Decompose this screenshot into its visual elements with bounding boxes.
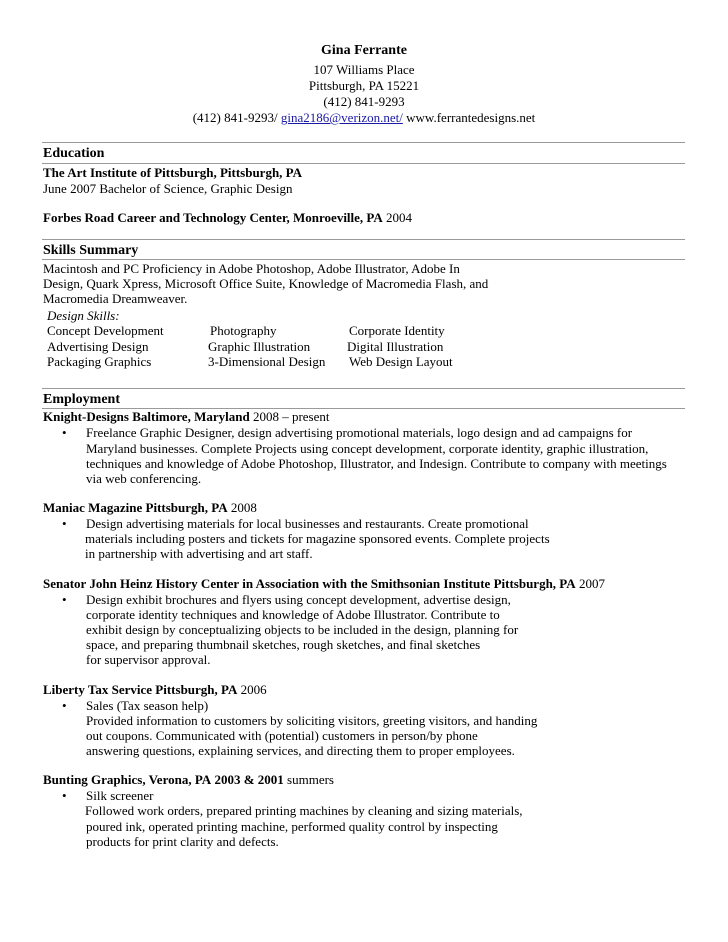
- job-dates: summers: [287, 772, 334, 787]
- contact-phone: (412) 841-9293/: [192, 110, 278, 125]
- job-description-line: space, and preparing thumbnail sketches, rough sketches, and final sketches: [86, 637, 481, 652]
- skill-item: Graphic Illustration: [208, 339, 311, 354]
- job-dates: 2008 – present: [252, 409, 330, 424]
- job-description-line: Silk screener: [86, 788, 154, 803]
- job-description-line: answering questions, explaining services, and directing them to proper employees.: [86, 743, 515, 758]
- job-employer: Liberty Tax Service Pittsburgh, PA: [43, 682, 238, 697]
- job-description-line: Maryland businesses. Complete Projects using concept development, corporate identity, graphic illustration,: [86, 441, 649, 456]
- street-address: 107 Williams Place: [313, 62, 415, 77]
- section-rule-bottom: [42, 163, 685, 164]
- bullet-icon: •: [62, 516, 67, 531]
- school-2-line: [43, 210, 412, 226]
- job-title-line: [43, 576, 605, 592]
- employment-heading: Employment: [43, 392, 120, 407]
- phone-number: (412) 841-9293: [323, 94, 405, 109]
- job-dates: 2007: [578, 576, 605, 591]
- skill-item: 3-Dimensional Design: [208, 354, 326, 369]
- job-description-line: Design advertising materials for local businesses and restaurants. Create promotional: [86, 516, 529, 531]
- skill-item: Photography: [210, 323, 277, 338]
- job-description-line: via web conferencing.: [86, 471, 202, 486]
- job-years: 2003 & 2001: [214, 772, 284, 787]
- email-link[interactable]: gina2186@verizon.net/: [280, 110, 403, 125]
- job-employer: Maniac Magazine Pittsburgh, PA: [43, 500, 228, 515]
- job-description-line: products for print clarity and defects.: [86, 834, 279, 849]
- school-1: The Art Institute of Pittsburgh, Pittsburgh, PA: [43, 165, 303, 180]
- skill-item: Digital Illustration: [347, 339, 444, 354]
- contact-line: [0, 110, 728, 126]
- skills-summary-line: Design, Quark Xpress, Microsoft Office Suite, Knowledge of Macromedia Flash, and: [43, 276, 489, 291]
- city-address: Pittsburgh, PA 15221: [308, 78, 420, 93]
- skill-item: Advertising Design: [47, 339, 149, 354]
- job-description-line: techniques and knowledge of Adobe Photoshop, Illustrator, and Indesign. Contribute to company with meetings: [86, 456, 667, 471]
- job-description-line: Followed work orders, prepared printing machines by cleaning and sizing materials,: [85, 803, 523, 818]
- section-rule-top: [42, 142, 685, 143]
- job-description-line: Provided information to customers by soliciting visitors, greeting visitors, and handing: [86, 713, 538, 728]
- bullet-icon: •: [62, 425, 67, 440]
- school-2-year: 2004: [386, 210, 413, 225]
- section-rule-top: [42, 388, 685, 389]
- degree-1: June 2007 Bachelor of Science, Graphic Design: [43, 181, 293, 196]
- job-dates: 2008: [230, 500, 257, 515]
- job-description-line: Sales (Tax season help): [86, 698, 209, 713]
- education-heading: Education: [43, 146, 105, 161]
- bullet-icon: •: [62, 698, 67, 713]
- job-description-line: out coupons. Communicated with (potential) customers in person/by phone: [86, 728, 478, 743]
- section-rule-bottom: [42, 259, 685, 260]
- design-skills-label: Design Skills:: [47, 308, 120, 323]
- job-description-line: Design exhibit brochures and flyers using concept development, advertise design,: [86, 592, 511, 607]
- job-description-line: Freelance Graphic Designer, design advertising promotional materials, logo design and ad campaigns for: [86, 425, 633, 440]
- job-title-line: [43, 682, 267, 698]
- job-description-line: in partnership with advertising and art staff.: [85, 546, 313, 561]
- job-title-line: [43, 409, 329, 425]
- website-text: www.ferrantedesigns.net: [406, 110, 536, 125]
- skills-heading: Skills Summary: [43, 243, 139, 258]
- job-description-line: for supervisor approval.: [86, 652, 211, 667]
- bullet-icon: •: [62, 788, 67, 803]
- skill-item: Corporate Identity: [349, 323, 445, 338]
- school-2: Forbes Road Career and Technology Center, Monroeville, PA: [43, 210, 383, 225]
- job-title-line: [43, 772, 334, 788]
- bullet-icon: •: [62, 592, 67, 607]
- skill-item: Packaging Graphics: [47, 354, 152, 369]
- job-description-line: corporate identity techniques and knowledge of Adobe Illustrator. Contribute to: [86, 607, 500, 622]
- skills-summary-line: Macintosh and PC Proficiency in Adobe Photoshop, Adobe Illustrator, Adobe In: [43, 261, 460, 276]
- candidate-name: Gina Ferrante: [321, 43, 407, 58]
- job-description-line: materials including posters and tickets for magazine sponsored events. Complete projects: [85, 531, 550, 546]
- skills-summary-line: Macromedia Dreamweaver.: [43, 291, 188, 306]
- job-description-line: exhibit design by conceptualizing objects to be included in the design, planning for: [86, 622, 519, 637]
- job-description-line: poured ink, operated printing machine, performed quality control by inspecting: [86, 819, 498, 834]
- job-employer: Senator John Heinz History Center in Association with the Smithsonian Institute Pittsburgh, PA: [43, 576, 576, 591]
- job-title-line: [43, 500, 257, 516]
- job-employer: Knight-Designs Baltimore, Maryland: [43, 409, 250, 424]
- job-dates: 2006: [240, 682, 267, 697]
- skill-item: Web Design Layout: [349, 354, 453, 369]
- job-employer: Bunting Graphics, Verona, PA: [43, 772, 212, 787]
- skill-item: Concept Development: [47, 323, 164, 338]
- section-rule-top: [42, 239, 685, 240]
